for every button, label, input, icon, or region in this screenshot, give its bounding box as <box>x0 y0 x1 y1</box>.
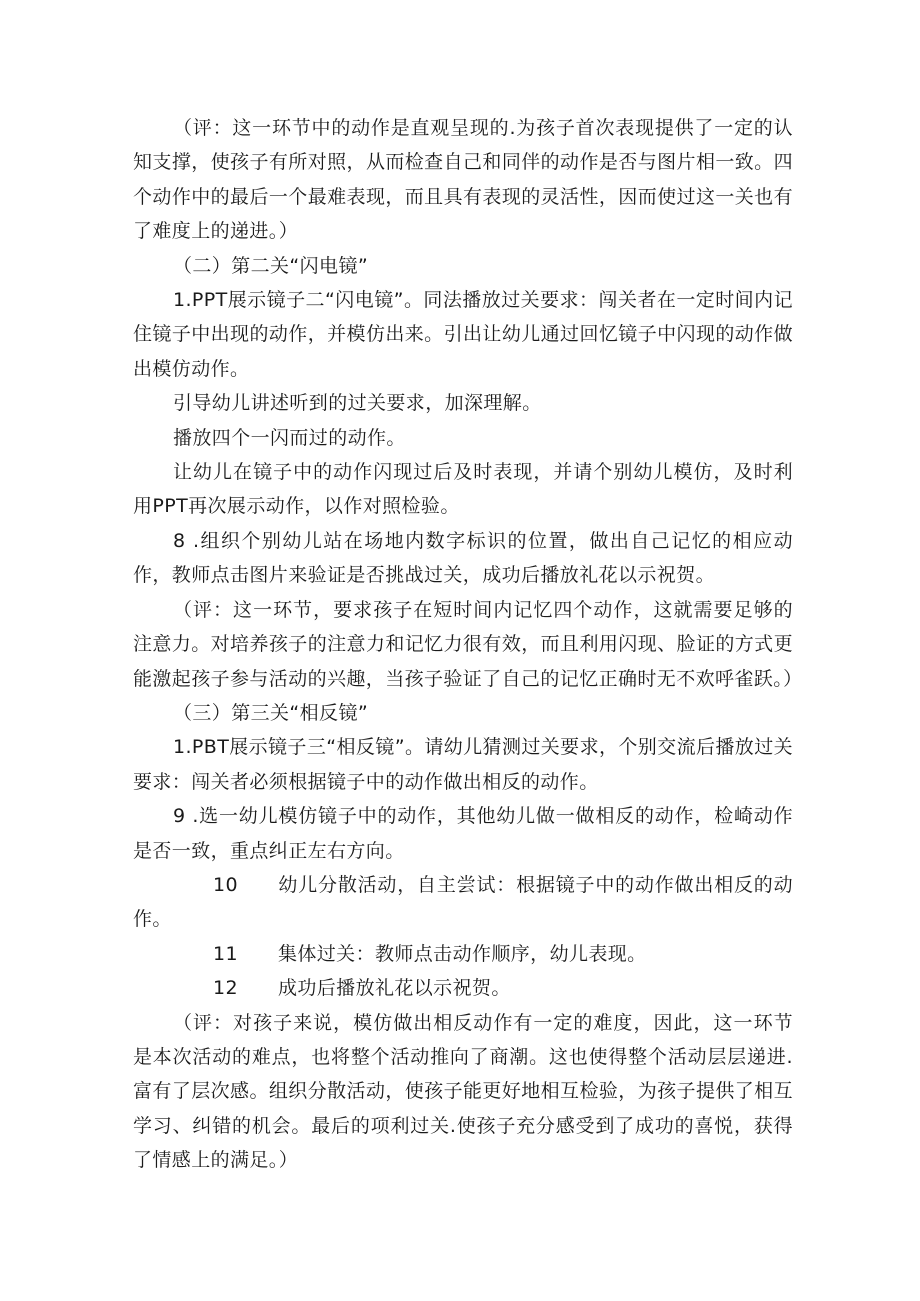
step-paragraph-12 <box>133 971 793 1005</box>
section-heading-second-level: （二）第二关“闪电镜” <box>173 254 369 277</box>
step-number-11: 11 <box>213 942 238 965</box>
step-text-10: 幼儿分散活动，自主尝试：根据镜子中的动作做出相反的动作。 <box>133 873 793 931</box>
step-paragraph-10 <box>133 868 793 937</box>
step-number-12: 12 <box>213 977 238 1000</box>
commentary-paragraph-2: （评：这一环节，要求孩子在短时间内记忆四个动作，这就需要足够的注意力。对培养孩子的注意力和记忆力很有效，而且利用闪现、脸证的方式更能激起孩子参与活动的兴趣，当孩子验证了自己的记忆正确时无不欢呼雀跃。） <box>133 598 803 690</box>
step-paragraph-8: 8 .组织个别幼儿站在场地内数字标识的位置，做出自己记忆的相应动作，教师点击图片来验证是否挑战过关，成功后播放礼花以示祝贺。 <box>133 529 793 587</box>
step-number-10: 10 <box>213 873 238 896</box>
step-paragraph-9: 9 .选一幼儿模仿镜子中的动作，其他幼儿做一做相反的动作，检崎动作是否一致，重点纠正左右方向。 <box>133 805 793 862</box>
document-body <box>133 111 803 1178</box>
step-text-12: 成功后播放礼花以示祝贺。 <box>277 977 511 1000</box>
section-heading-third-level: （三）第三关“相反镜” <box>173 701 369 724</box>
step-paragraph-2: 引导幼儿讲述听到的过关要求，加深理解。 <box>173 392 542 415</box>
commentary-paragraph-1: （评：这一环节中的动作是直观呈现的.为孩子首次表现提供了一定的认知支撑，使孩子有所对照，从而检查自己和同伴的动作是否与图片相一致。四个动作中的最后一个最难表现，而且具有表现的灵活性，因而使过这一关也有了难度上的递进。） <box>133 117 793 243</box>
step-paragraph-3: 播放四个一闪而过的动作。 <box>173 426 406 449</box>
step-paragraph-pbt: 1.PBT展示镜子三“相反镜”。请幼儿猜测过关要求，个别交流后播放过关要求：闯关者必须根据镜子中的动作做出相反的动作。 <box>133 736 793 793</box>
step-paragraph-1: 1.PPT展示镜子二“闪电镜”。同法播放过关要求：闯关者在一定时间内记住镜子中出现的动作，并模仿出来。引出让幼儿通过回忆镜子中闪现的动作做出模仿动作。 <box>133 289 793 380</box>
step-paragraph-11 <box>133 937 793 971</box>
commentary-paragraph-3: （评：对孩子来说，模仿做出相反动作有一定的难度，因此，这一环节是本次活动的难点，也将整个活动推向了商潮。这也使得整个活动层层递进.富有了层次感。组织分散活动，使孩子能更好地相互检验，为孩子提供了相互学习、纠错的机会。最后的项利过关.使孩子充分感受到了成功的喜悦，获得了情感上的满足。） <box>133 1011 793 1172</box>
step-text-11: 集体过关：教师点击动作顺序，幼儿表现。 <box>277 942 647 965</box>
step-paragraph-4: 让幼儿在镜子中的动作闪现过后及时表现，并请个别幼儿模仿，及时利用PPT再次展示动作，以作对照检验。 <box>133 461 793 518</box>
